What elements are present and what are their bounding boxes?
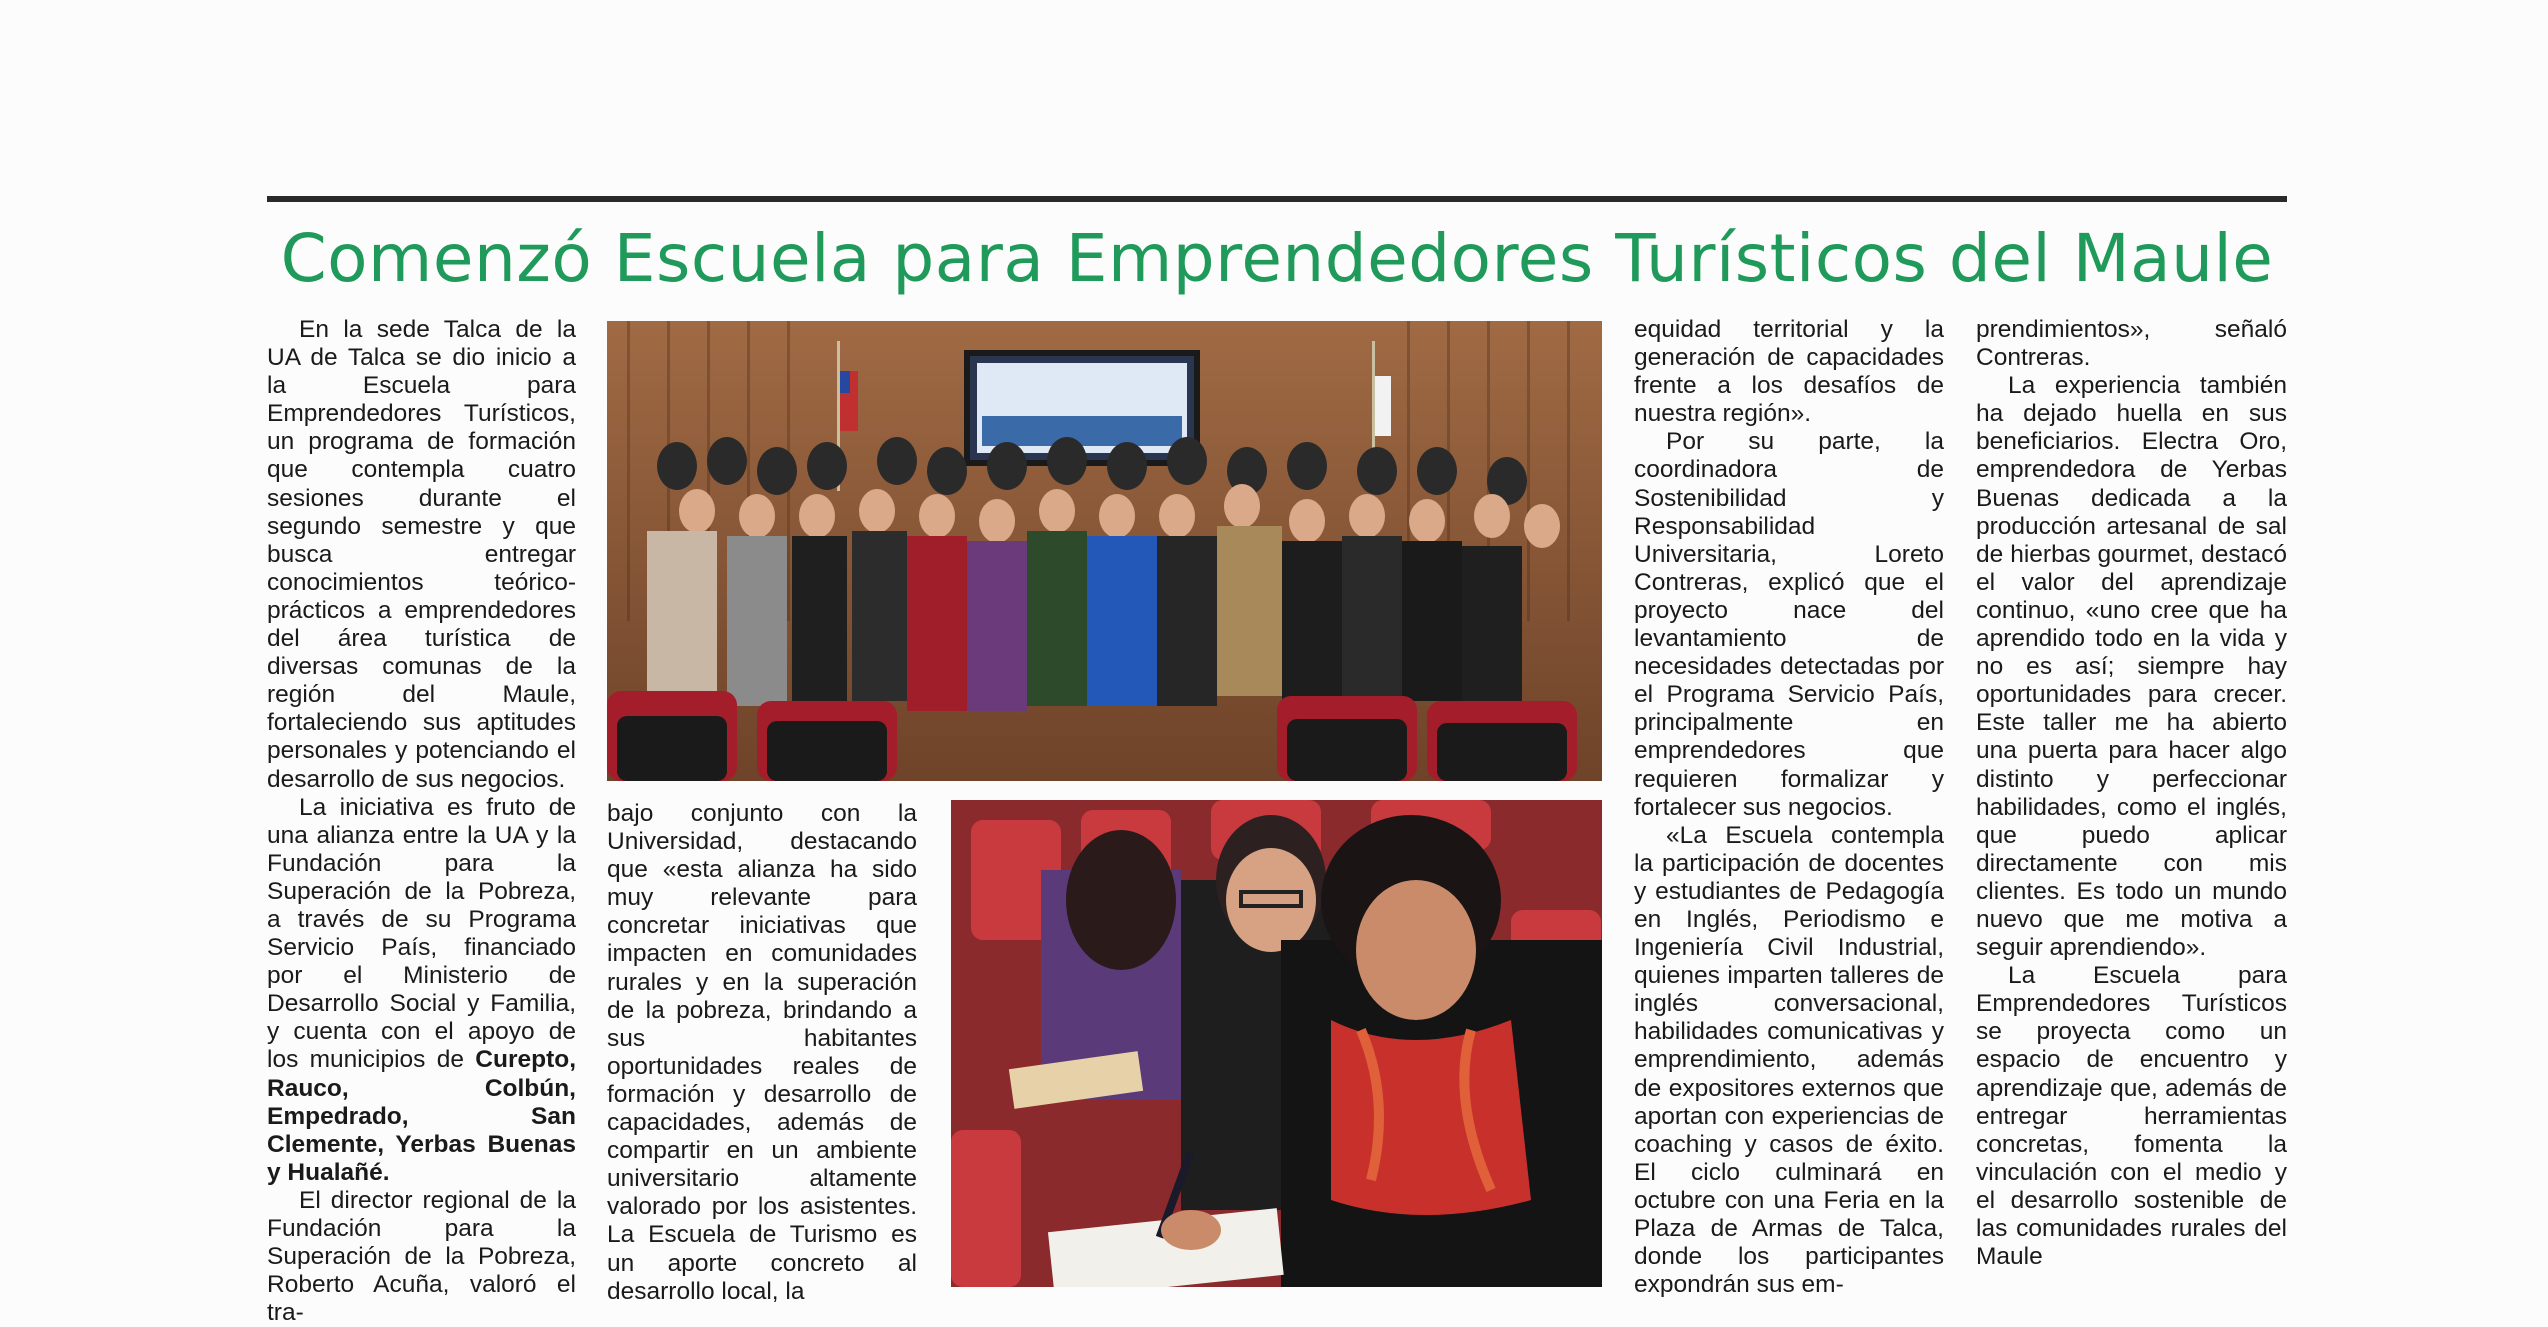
header-rule (267, 196, 2287, 202)
article-column-3 (1634, 316, 1944, 1299)
article-column-2 (607, 800, 917, 1306)
paragraph: prendimientos», señaló Contreras. (1976, 316, 2287, 372)
participants-photo-illustration (951, 800, 1602, 1287)
group-photo (607, 321, 1602, 781)
paragraph-text: La iniciativa es fruto de una alianza entre la UA y la Fundación para la Superación de la Pobreza, a través de su Programa Servicio País, financiado por el Ministerio de Desarrollo Social y Familia, y cuenta con el apoyo de los municipios de (267, 793, 576, 1074)
paragraph: La experiencia también ha dejado huella en sus beneficiarios. Electra Oro, emprendedora de Yerbas Buenas dedicada a la producción artesanal de sal de hierbas gourmet, destacó el valor del aprendizaje continuo, «uno cree que ha aprendido todo en la vida y no es así; siempre hay oportunidades para crecer. Este taller me ha abierto una puerta para hacer algo distinto y perfeccionar habilidades, como el inglés, que puedo aplicar directamente con mis clientes. Es todo un mundo nuevo que me motiva a seguir aprendiendo». (1976, 372, 2287, 962)
paragraph: equidad territorial y la generación de capacidades frente a los desafíos de nuestra región». (1634, 316, 1944, 428)
paragraph: «La Escuela contempla la participación de docentes y estudiantes de Pedagogía en Inglés, Periodismo e Ingeniería Civil Industrial, quienes imparten talleres de inglés conversacional, habilidades comunicativas y emprendimiento, además de expositores externos que aportan con experiencias de coaching y casos de éxito. El ciclo culminará en octubre con una Feria en la Plaza de Armas de Talca, donde los participantes expondrán sus em- (1634, 821, 1944, 1299)
article-column-1 (267, 316, 576, 1327)
participants-photo (951, 800, 1602, 1287)
paragraph: En la sede Talca de la UA de Talca se dio inicio a la Escuela para Emprendedores Turísticos, un programa de formación que contempla cuatro sesiones durante el segundo semestre y que busca entregar conocimientos teórico-prácticos a emprendedores del área turística de diversas comunas de la región del Maule, fortaleciendo sus aptitudes personales y potenciando el desarrollo de sus negocios. (267, 316, 576, 793)
paragraph: Por su parte, la coordinadora de Sostenibilidad y Responsabilidad Universitaria, Loreto Contreras, explicó que el proyecto nace del levantamiento de necesidades detectadas por el Programa Servicio País, principalmente en emprendedores que requieren formalizar y fortalecer sus negocios. (1634, 428, 1944, 821)
paragraph: La Escuela para Emprendedores Turísticos se proyecta como un espacio de encuentro y aprendizaje que, además de entregar herramientas concretas, fomenta la vinculación con el medio y el desarrollo sostenible de las comunidades rurales del Maule (1976, 962, 2287, 1271)
paragraph: El director regional de la Fundación para la Superación de la Pobreza, Roberto Acuña, valoró el tra- (267, 1186, 576, 1327)
group-photo-illustration (607, 321, 1602, 781)
article-column-4 (1976, 316, 2287, 1271)
municipalities-list: Curepto, Rauco, Colbún, Empedrado, San Clemente, Yerbas Buenas y Hualañé. (267, 1046, 576, 1186)
paragraph (267, 794, 576, 1187)
paragraph: bajo conjunto con la Universidad, destacando que «esta alianza ha sido muy relevante para concretar iniciativas que impacten en comunidades rurales y en la superación de la pobreza, brindando a sus habitantes oportunidades reales de formación y desarrollo de capacidades, además de compartir en un ambiente universitario altamente valorado por los asistentes. La Escuela de Turismo es un aporte concreto al desarrollo local, la (607, 800, 917, 1305)
article-headline: Comenzó Escuela para Emprendedores Turísticos del Maule (280, 220, 2274, 297)
